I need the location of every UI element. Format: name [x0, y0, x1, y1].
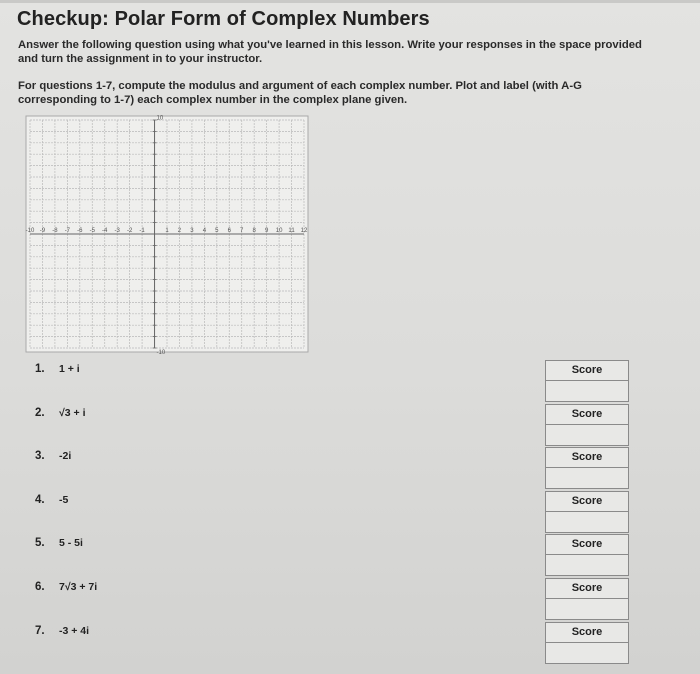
score-entry-field[interactable] — [546, 381, 628, 402]
prompt-text: For questions 1-7, compute the modulus and argument of each complex number. Plot and label (with A-G corresponding to 1-7) each complex number in the complex plane given. — [18, 80, 582, 106]
score-label: Score — [546, 361, 628, 381]
question-expression: -5 — [59, 493, 69, 506]
x-tick-label: -10 — [25, 228, 35, 234]
score-entry-field[interactable] — [546, 599, 628, 620]
score-entry-field[interactable] — [546, 468, 628, 489]
x-tick-label: 3 — [190, 228, 194, 234]
score-label: Score — [546, 448, 628, 468]
score-entry-field[interactable] — [546, 425, 628, 446]
x-tick-label: 4 — [202, 228, 207, 234]
x-tick-label: -8 — [52, 228, 58, 234]
score-label: Score — [546, 579, 628, 599]
x-tick-label: 5 — [215, 228, 219, 234]
question-number: 4. — [35, 493, 45, 506]
x-tick-label: -9 — [39, 228, 46, 234]
question-number: 6. — [35, 581, 45, 593]
question-item — [35, 363, 80, 375]
question-expression: √3 + i — [59, 406, 86, 419]
score-box[interactable] — [545, 491, 629, 533]
score-entry-field[interactable] — [546, 643, 628, 664]
instructions-text: Answer the following question using what you've learned in this lesson. Write your responses in the space provided and turn the assignment in to your instructor. — [18, 39, 642, 65]
score-label: Score — [546, 535, 628, 555]
x-tick-label: 7 — [240, 228, 244, 234]
x-tick-label: 12 — [300, 228, 308, 234]
page-top-edge — [0, 0, 700, 3]
page-title: Checkup: Polar Form of Complex Numbers — [17, 8, 430, 30]
score-label: Score — [546, 492, 628, 512]
question-number: 3. — [35, 450, 45, 463]
question-expression: 7√3 + 7i — [59, 581, 98, 593]
question-number: 5. — [35, 537, 45, 550]
score-box[interactable] — [545, 534, 629, 576]
score-box[interactable] — [545, 622, 629, 664]
x-tick-label: -3 — [114, 228, 120, 234]
question-expression: -2i — [59, 450, 72, 463]
x-tick-label: -7 — [64, 228, 71, 234]
complex-plane-grid — [25, 115, 308, 356]
complex-plane[interactable] — [25, 115, 308, 356]
question-expression: 5 - 5i — [59, 537, 83, 550]
x-tick-label: -6 — [77, 228, 83, 234]
score-label: Score — [546, 405, 628, 425]
x-tick-label: 6 — [227, 228, 231, 234]
y-top-label: 10 — [156, 115, 164, 122]
question-item — [35, 625, 89, 637]
x-tick-label: -4 — [102, 228, 108, 234]
x-tick-label: -5 — [89, 228, 95, 234]
score-box[interactable] — [545, 447, 629, 489]
x-tick-label: 9 — [264, 228, 269, 234]
score-box[interactable] — [545, 578, 629, 620]
question-item — [35, 494, 68, 506]
x-tick-label: -1 — [139, 228, 145, 234]
question-number: 1. — [35, 363, 45, 375]
score-box[interactable] — [545, 360, 629, 402]
question-number: 7. — [35, 624, 45, 637]
x-tick-label: 11 — [288, 228, 295, 234]
question-expression: 1 + i — [59, 363, 80, 375]
question-number: 2. — [35, 406, 45, 419]
score-entry-field[interactable] — [546, 555, 628, 576]
score-label: Score — [546, 623, 628, 643]
question-item — [35, 450, 71, 462]
x-tick-label: 10 — [275, 228, 283, 234]
question-expression: -3 + 4i — [59, 624, 90, 637]
question-item — [35, 407, 86, 419]
y-bottom-label: -10 — [156, 350, 166, 356]
score-entry-field[interactable] — [546, 512, 628, 533]
x-tick-label: 8 — [252, 228, 256, 234]
question-item — [35, 537, 83, 549]
x-tick-label: -2 — [126, 228, 133, 234]
x-tick-label: 2 — [177, 228, 182, 234]
x-tick-label: 1 — [165, 228, 169, 234]
score-box[interactable] — [545, 404, 629, 446]
question-item — [35, 581, 97, 593]
